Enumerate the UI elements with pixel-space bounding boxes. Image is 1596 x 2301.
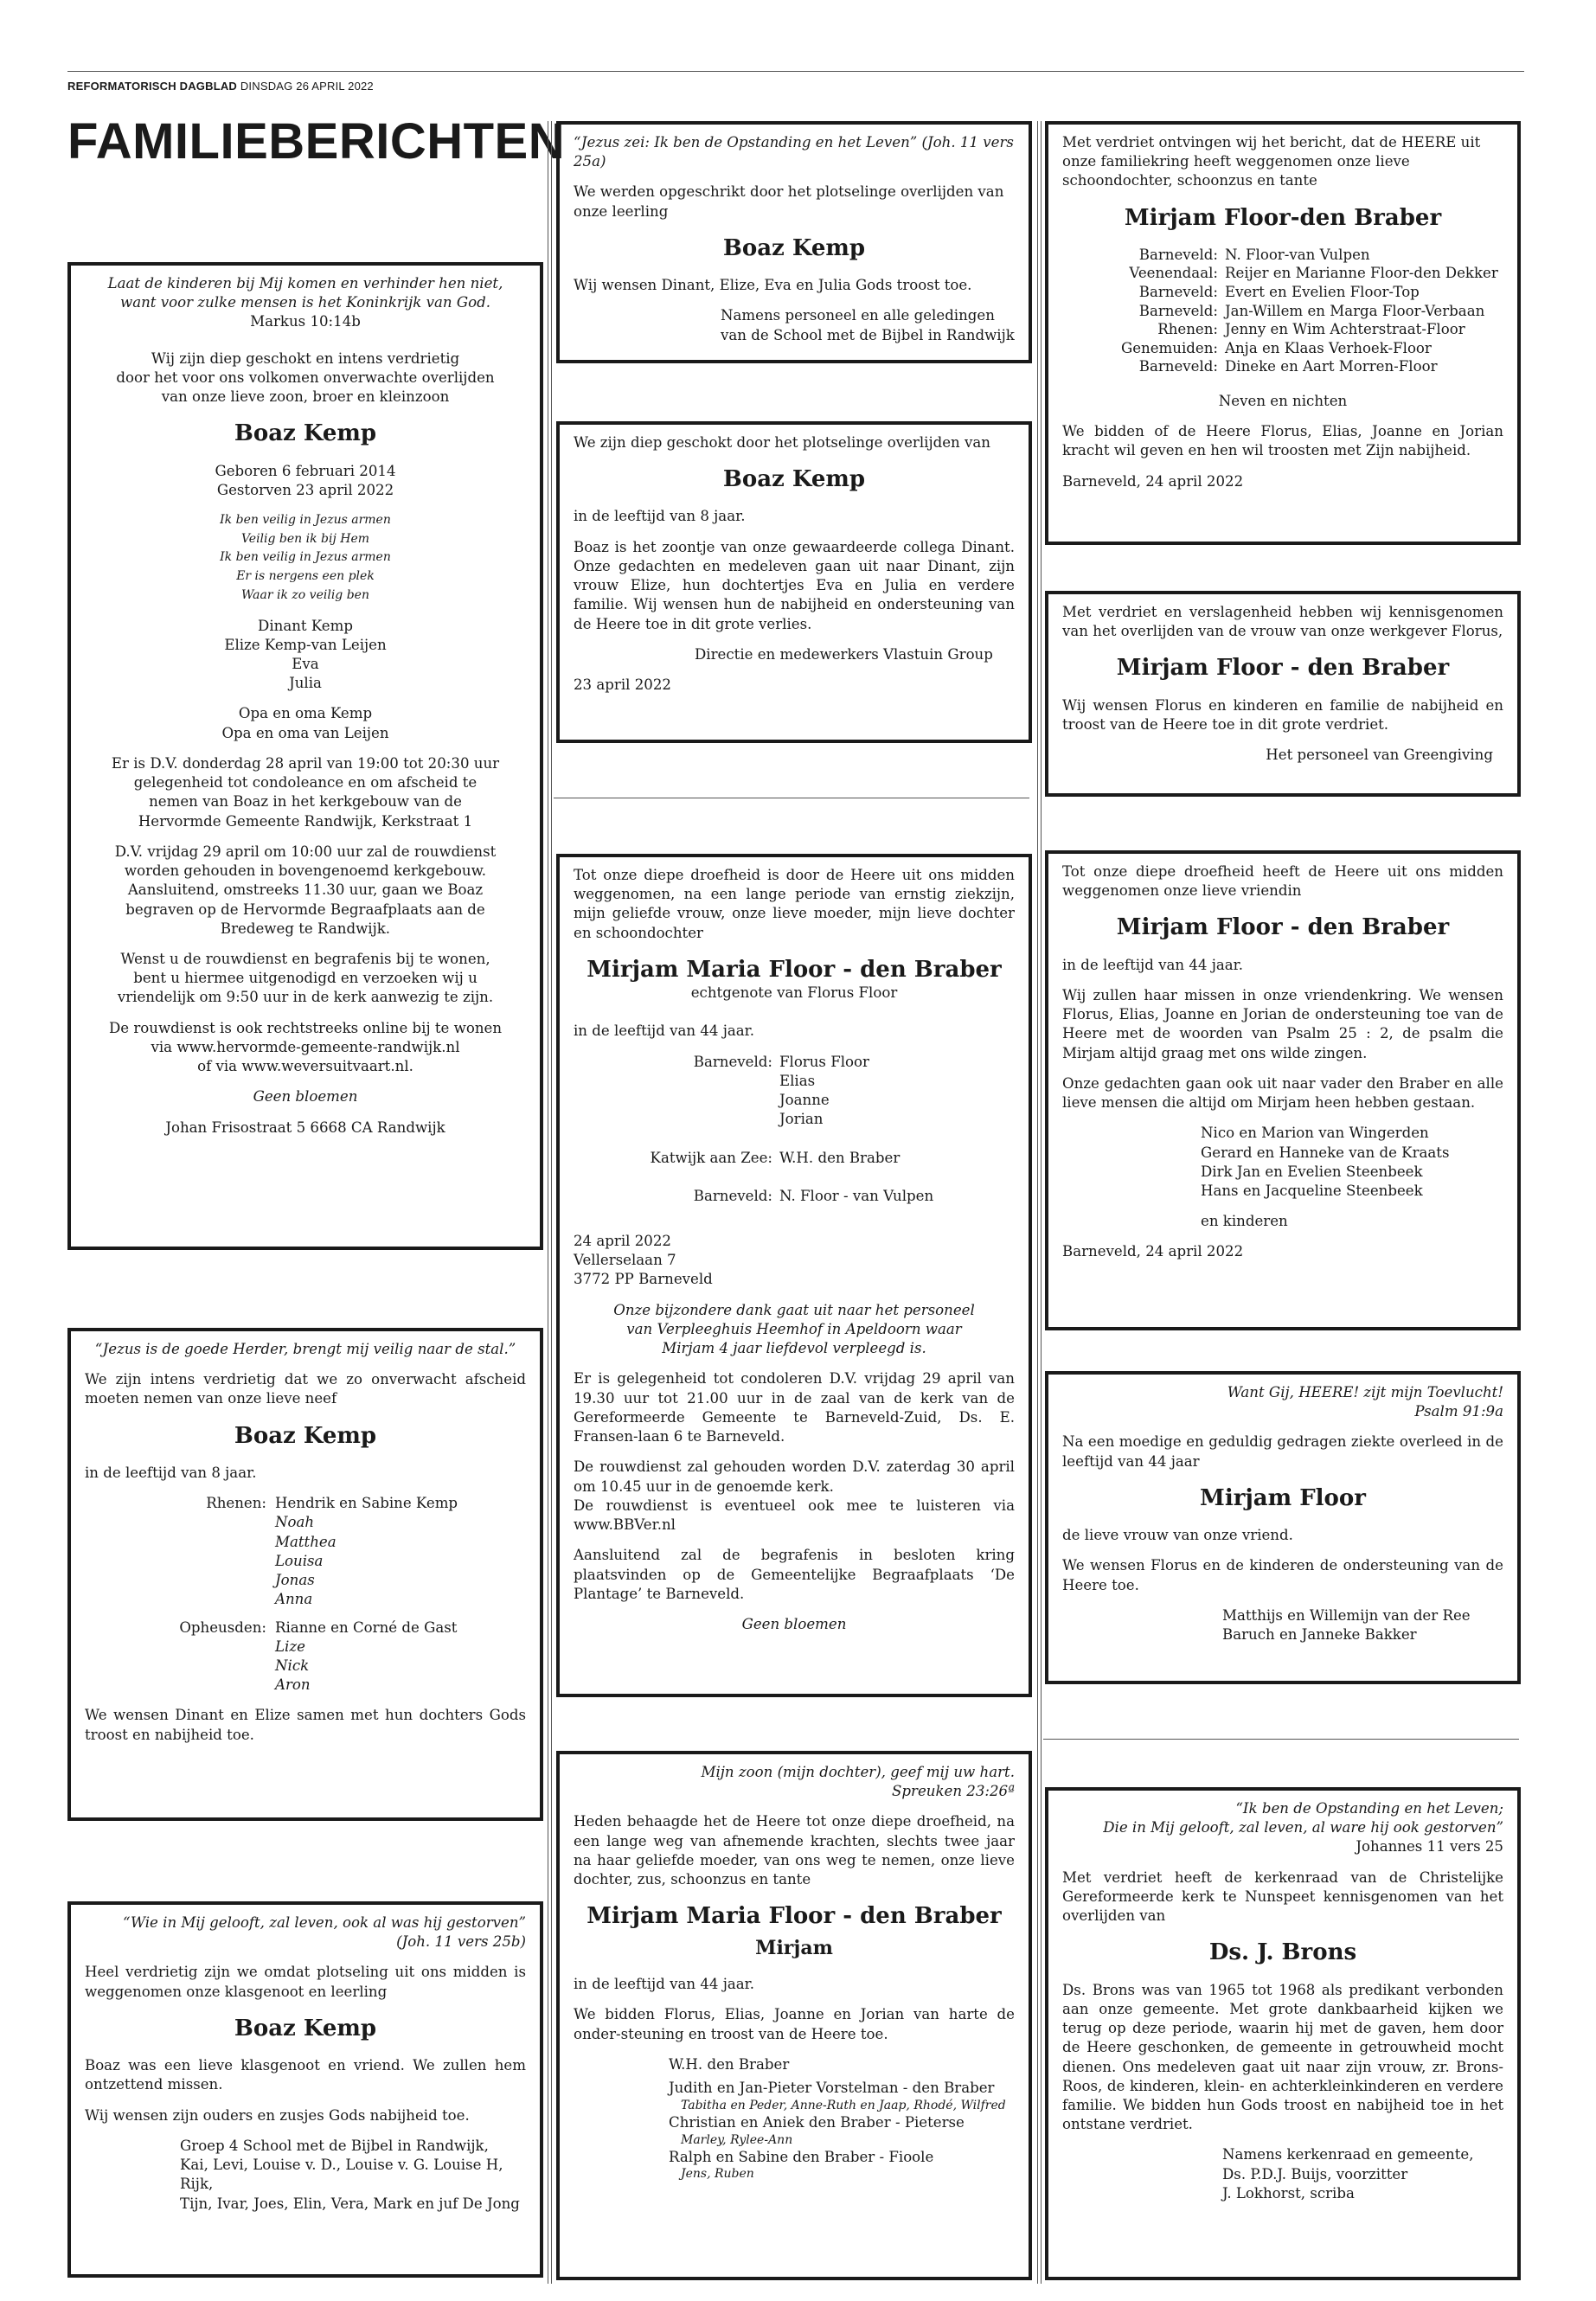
signature-line: Kai, Levi, Louise v. D., Louise v. G. Louise H, Rijk, (180, 2157, 503, 2193)
text: Wij wensen zijn ouders en zusjes Gods nabijheid toe. (85, 2106, 470, 2124)
notice-mirjam-father (556, 1751, 1032, 2280)
thanks-line: van Verpleeghuis Heemhof in Apeldoorn waar (626, 1320, 962, 1337)
service-line: worden gehouden in bovengenoemd kerkgebouw. (124, 862, 487, 880)
notice-boaz-work (556, 421, 1032, 743)
family-member: Ralph en Sabine den Braber - Fioole (669, 2148, 934, 2165)
issue-date: DINSDAG 26 APRIL 2022 (240, 80, 374, 93)
signature-line: J. Lokhorst, scriba (1222, 2184, 1355, 2202)
age: in de leeftijd van 44 jaar. (1062, 956, 1244, 973)
family-member: Reijer en Marianne Floor-den Dekker (1225, 265, 1498, 282)
verse: Want Gij, HEERE! zijt mijn Toevlucht! (1227, 1384, 1503, 1400)
notice-brons (1045, 1787, 1521, 2280)
text: Wij wensen Dinant, Elize, Eva en Julia Gods troost toe. (574, 277, 972, 294)
notice-boaz-class (67, 1901, 543, 2278)
condolence-line: nemen van Boaz in het kerkgebouw van de (149, 793, 462, 811)
address-line: Vellerselaan 7 (574, 1252, 676, 1269)
service-line: D.V. vrijdag 29 april om 10:00 uur zal de rouwdienst (114, 843, 497, 860)
column-rule (1041, 121, 1042, 2284)
invite-line: Wenst u de rouwdienst en begrafenis bij te wonen, (120, 951, 490, 968)
masthead (67, 80, 374, 93)
section-title: FAMILIEBERICHTEN (67, 113, 566, 170)
text: We bidden Florus, Elias, Joanne en Jorian van harte de onder-steuning en troost van de Heere toe. (574, 2006, 1015, 2042)
intro: Met verdriet en verslagenheid hebben wij kennisgenomen van het overlijden van de vrouw van onze werkgever Florus, (1062, 604, 1503, 640)
verse: “Wie in Mij gelooft, zal leven, ook al was hij gestorven” (123, 1914, 526, 1931)
service-line: begraven op de Hervormde Begraafplaats aan de (125, 901, 485, 918)
verse-ref: (Joh. 11 vers 25b) (396, 1933, 526, 1951)
family-member: Jonas (275, 1572, 315, 1589)
family-member: Christian en Aniek den Braber - Pieterse (669, 2114, 965, 2131)
family-member: Nick (275, 1657, 310, 1674)
deceased-name: Boaz Kemp (234, 2015, 377, 2041)
place: Rhenen: (206, 1495, 266, 1512)
family-list (574, 1053, 1015, 1206)
thanks-line: Onze bijzondere dank gaat uit naar het personeel (613, 1301, 975, 1318)
family-member: Judith en Jan-Pieter Vorstelman - den Braber (669, 2080, 995, 2097)
deceased-name: Boaz Kemp (234, 1422, 377, 1449)
friend: Hans en Jacqueline Steenbeek (1201, 1183, 1423, 1199)
notice-boaz-school (556, 121, 1032, 363)
burial: Aansluitend zal de begrafenis in besloten kring plaatsvinden op de Gemeentelijke Begraafplaats ‘De Plantage’ te Barneveld. (574, 1547, 1015, 1602)
paper-name: REFORMATORISCH DAGBLAD (67, 80, 238, 93)
notice-mirjam-friends2 (1045, 1371, 1521, 1684)
deceased-name: Mirjam Maria Floor - den Braber (586, 956, 1002, 983)
family-member: Aron (275, 1676, 311, 1694)
service: De rouwdienst zal gehouden worden D.V. zaterdag 30 april om 10.45 uur in de genoemde kerk. (574, 1458, 1015, 1495)
family-member: Joanne (779, 1092, 830, 1109)
age: in de leeftijd van 44 jaar. (574, 1976, 755, 1993)
family-list (1062, 246, 1503, 376)
online-line: of via www.weversuitvaart.nl. (197, 1058, 413, 1075)
poem-line: Ik ben veilig in Jezus armen (220, 513, 391, 528)
children: en kinderen (1201, 1213, 1288, 1230)
family-member: Jan-Willem en Marga Floor-Verbaan (1225, 302, 1485, 319)
intro: We werden opgeschrikt door het plotselinge overlijden van onze leerling (574, 183, 1004, 220)
address-line: 24 april 2022 (574, 1233, 671, 1249)
family-member: Rianne en Corné de Gast (275, 1618, 458, 1636)
family-member: N. Floor - van Vulpen (779, 1187, 934, 1204)
birth-date: Geboren 6 februari 2014 (215, 462, 396, 479)
date: Barneveld, 24 april 2022 (1062, 472, 1244, 490)
grandparents: Opa en oma van Leijen (221, 724, 389, 741)
signature-line: Baruch en Janneke Bakker (1222, 1626, 1417, 1644)
signature: Het personeel van Greengiving (1266, 747, 1493, 764)
deceased-name: Mirjam Floor - den Braber (1116, 655, 1450, 682)
service: De rouwdienst is eventueel ook mee te luisteren via www.BBVer.nl (574, 1497, 1015, 1534)
notice-mirjam-friends (1045, 850, 1521, 1330)
intro: Tot onze diepe droefheid heeft de Heere uit ons midden weggenomen onze lieve vriendin (1062, 863, 1503, 900)
grandchildren: Tabitha en Peder, Anne-Ruth en Jaap, Rhodé, Wilfred (681, 2098, 1006, 2112)
intro-line: Wij zijn diep geschokt en intens verdrietig (151, 349, 460, 367)
place: Barneveld: (693, 1053, 772, 1070)
intro: Met verdriet heeft de kerkenraad van de Christelijke Gereformeerde kerk te Nunspeet kennisgenomen van het overlijden van (1062, 1868, 1503, 1925)
family-member: Hendrik en Sabine Kemp (275, 1495, 458, 1512)
family-member: W.H. den Braber (669, 2055, 790, 2073)
family-member: Dinant Kemp (258, 617, 353, 634)
text: Ds. Brons was van 1965 tot 1968 als predikant verbonden aan onze gemeente. Met grote dankbaarheid kijken we terug op deze periode, waarin hij met de gaven, hem door de Heere geschonken, de gemeente in getrouwheid mocht dienen. Ons medeleven gaat uit naar zijn vrouw, zr. Brons-Roos, de kinderen, klein- en achterkleinkinderen en verdere familie. We bidden hun Gods troost en nabijheid toe in het ontstane verdriet. (1062, 1981, 1503, 2133)
date: 23 april 2022 (574, 676, 671, 694)
signature-line: van de School met de Bijbel in Randwijk (721, 326, 1015, 343)
online-line: De rouwdienst is ook rechtstreeks online bij te wonen (108, 1019, 503, 1036)
family-list (574, 2055, 1015, 2182)
online-line: via www.hervormde-gemeente-randwijk.nl (151, 1038, 460, 1055)
grandchildren: Jens, Ruben (681, 2167, 754, 2182)
invite-line: vriendelijk om 9:50 uur in de kerk aanwezig te zijn. (117, 989, 494, 1006)
nieces: Neven en nichten (1218, 392, 1348, 409)
text: Wij zullen haar missen in onze vriendenkring. We wensen Florus, Elias, Joanne en Jorian de ondersteuning toe van de Heere met de woorden van Psalm 25 : 2, de psalm die Mirjam altijd graag met ons wilde zingen. (1062, 986, 1503, 1061)
column-rule (1037, 121, 1038, 2284)
notice-mirjam-husband (556, 854, 1032, 1697)
death-date: Gestorven 23 april 2022 (216, 481, 394, 498)
condolence-line: gelegenheid tot condoleance en om afscheid te (133, 774, 478, 792)
deceased-name: Mirjam Floor-den Braber (1124, 204, 1442, 231)
place: Veenendaal: (1129, 265, 1218, 282)
notice-mirjam-inlaws (1045, 121, 1521, 545)
verse-ref: Markus 10:14b (250, 313, 361, 330)
deceased-name: Boaz Kemp (234, 420, 377, 447)
family-member: Lize (275, 1638, 305, 1655)
condolence-line: Hervormde Gemeente Randwijk, Kerkstraat 1 (138, 812, 473, 830)
family-member: N. Floor-van Vulpen (1225, 246, 1370, 263)
friend: Nico en Marion van Wingerden (1201, 1125, 1429, 1142)
family-member: Louisa (275, 1552, 324, 1569)
grandparents: Opa en oma Kemp (238, 705, 373, 722)
place: Katwijk aan Zee: (650, 1149, 772, 1166)
text: We wensen Florus en de kinderen de ondersteuning van de Heere toe. (1062, 1557, 1503, 1593)
signature: Directie en medewerkers Vlastuin Group (695, 645, 993, 663)
place: Genemuiden: (1120, 339, 1218, 356)
friend: Dirk Jan en Evelien Steenbeek (1201, 1163, 1423, 1180)
family-member: Dineke en Aart Morren-Floor (1225, 358, 1438, 375)
age: in de leeftijd van 8 jaar. (85, 1464, 257, 1481)
friend: Gerard en Hanneke van de Kraats (1201, 1144, 1450, 1161)
signature-line: Groep 4 School met de Bijbel in Randwijk, (180, 2137, 489, 2154)
place: Barneveld: (1138, 284, 1218, 301)
place: Barneveld: (1138, 302, 1218, 319)
verse-ref: Johannes 11 vers 25 (1356, 1838, 1503, 1856)
text: Onze gedachten gaan ook uit naar vader den Braber en alle lieve mensen die altijd om Mirjam heen hebben gestaan. (1062, 1074, 1503, 1112)
column-rule (551, 121, 552, 2284)
invite-line: bent u hiermee uitgenodigd en verzoeken wij u (133, 970, 478, 987)
notice-boaz-nephew (67, 1328, 543, 1821)
verse-line: Laat de kinderen bij Mij komen en verhinder hen niet, (107, 275, 503, 292)
notice-mirjam-employer (1045, 591, 1521, 797)
deceased-name: Mirjam Floor - den Braber (1116, 914, 1450, 941)
family-member: Anna (275, 1591, 313, 1608)
place: Barneveld: (1138, 246, 1218, 263)
family-list (85, 1494, 526, 1695)
intro: Heden behaagde het de Heere tot onze diepe droefheid, na een lange weg van afnemende krachten, slechts twee jaar na haar geliefde moeder, van ons weg te nemen, onze lieve dochter, zus, schoonzus en tante (574, 1813, 1015, 1888)
subtitle: de lieve vrouw van onze vriend. (1062, 1527, 1293, 1544)
verse: Mijn zoon (mijn dochter), geef mij uw hart. (701, 1764, 1015, 1780)
poem-line: Ik ben veilig in Jezus armen (220, 550, 391, 565)
deceased-name: Mirjam Maria Floor - den Braber (586, 1903, 1002, 1930)
verse: “Jezus zei: Ik ben de Opstanding en het Leven” (Joh. 11 vers 25a) (574, 134, 1014, 170)
top-rule (67, 71, 1524, 72)
condolence: Er is gelegenheid tot condoleren D.V. vrijdag 29 april van 19.30 uur tot 21.00 uur in de zaal van de kerk van de Gereformeerde Gemeente te Barneveld-Zuid, Ds. E. Fransen-laan 6 te Barneveld. (574, 1370, 1015, 1445)
family-member: Jenny en Wim Achterstraat-Floor (1225, 321, 1465, 338)
verse-ref: Spreuken 23:26ª (892, 1783, 1015, 1800)
place: Barneveld: (693, 1187, 772, 1204)
place: Barneveld: (1138, 358, 1218, 375)
signature-line: Namens kerkenraad en gemeente, (1222, 2146, 1474, 2163)
deceased-name: Boaz Kemp (722, 234, 866, 261)
address-line: 3772 PP Barneveld (574, 1271, 713, 1288)
closing: We wensen Dinant en Elize samen met hun dochters Gods troost en nabijheid toe. (85, 1707, 526, 1743)
text: We bidden of de Heere Florus, Elias, Joanne en Jorian kracht wil geven en hen wil troosten met Zijn nabijheid. (1062, 423, 1503, 459)
service-line: Bredeweg te Randwijk. (220, 920, 391, 937)
family-member: Florus Floor (779, 1053, 869, 1070)
text: Boaz was een lieve klasgenoot en vriend. We zullen hem ontzettend missen. (85, 2057, 526, 2093)
thanks-line: Mirjam 4 jaar liefdevol verpleegd is. (662, 1340, 926, 1357)
service-line: Aansluitend, omstreeks 11.30 uur, gaan we Boaz (127, 881, 484, 899)
intro-line: door het voor ons volkomen onverwachte overlijden (116, 369, 495, 386)
no-flowers: Geen bloemen (741, 1615, 847, 1632)
poem-line: Waar ik zo veilig ben (241, 587, 369, 602)
deceased-name: Boaz Kemp (722, 466, 866, 493)
date: Barneveld, 24 april 2022 (1062, 1243, 1244, 1260)
family-member: Evert en Evelien Floor-Top (1225, 284, 1420, 301)
text: Wij wensen Florus en kinderen en familie de nabijheid en troost van de Heere toe in dit grote verdriet. (1062, 696, 1503, 733)
intro: Heel verdrietig zijn we omdat plotseling uit ons midden is weggenomen onze klasgenoot en leerling (85, 1964, 526, 2000)
notice-boaz-family (67, 262, 543, 1250)
intro: We zijn diep geschokt door het plotselinge overlijden van (574, 434, 990, 451)
verse: “Jezus is de goede Herder, brengt mij veilig naar de stal.” (94, 1341, 516, 1357)
family-member: Matthea (275, 1533, 337, 1550)
verse-line: “Ik ben de Opstanding en het Leven; (1235, 1800, 1503, 1817)
intro: Tot onze diepe droefheid is door de Heere uit ons midden weggenomen, na een lange periode van ernstig ziekzijn, mijn geliefde vrouw, onze lieve moeder, mijn lieve dochter en schoondochter (574, 867, 1015, 941)
text: Boaz is het zoontje van onze gewaardeerde collega Dinant. Onze gedachten en medeleven gaan uit naar Dinant, zijn vrouw Elize, hun dochtertjes Eva en Julia en verdere familie. Wij wensen hun de nabijheid en ondersteuning van de Heere toe in dit grote verlies. (574, 538, 1015, 632)
place: Rhenen: (1157, 321, 1218, 338)
intro-line: van onze lieve zoon, broer en kleinzoon (161, 388, 450, 406)
address: Johan Frisostraat 5 6668 CA Randwijk (165, 1118, 445, 1136)
signature-line: Tijn, Ivar, Joes, Elin, Vera, Mark en juf De Jong (180, 2195, 520, 2212)
grandchildren: Marley, Rylee-Ann (681, 2132, 793, 2147)
poem-line: Er is nergens een plek (236, 569, 375, 584)
age: in de leeftijd van 44 jaar. (574, 1022, 755, 1040)
family-member: Eva (292, 655, 319, 672)
intro: Na een moedige en geduldig gedragen ziekte overleed in de leeftijd van 44 jaar (1062, 1433, 1503, 1470)
family-member: Elize Kemp-van Leijen (224, 636, 387, 653)
family-member: Jorian (779, 1111, 824, 1128)
poem-line: Veilig ben ik bij Hem (240, 531, 370, 546)
deceased-name: Mirjam Floor (1200, 1484, 1366, 1511)
family-member: Noah (275, 1514, 315, 1531)
verse-ref: Psalm 91:9a (1414, 1403, 1503, 1420)
signature-line: Matthijs en Willemijn van der Ree (1222, 1606, 1471, 1624)
verse-line: want voor zulke mensen is het Koninkrijk van God. (119, 294, 491, 311)
place: Opheusden: (179, 1618, 266, 1636)
no-flowers: Geen bloemen (253, 1088, 358, 1106)
row-rule (1043, 1739, 1519, 1740)
signature-line: Namens personeel en alle geledingen (721, 307, 995, 324)
family-member: W.H. den Braber (779, 1149, 901, 1166)
deceased-firstname: Mirjam (755, 1936, 833, 1959)
deceased-name: Ds. J. Brons (1208, 1939, 1357, 1966)
signature-line: Ds. P.D.J. Buijs, voorzitter (1222, 2165, 1408, 2182)
intro: We zijn intens verdrietig dat we zo onverwacht afscheid moeten nemen van onze lieve neef (85, 1371, 526, 1407)
subtitle: echtgenote van Florus Floor (690, 984, 898, 1002)
family-member: Julia (289, 675, 322, 692)
condolence-line: Er is D.V. donderdag 28 april van 19:00 tot 20:30 uur (111, 754, 500, 772)
family-member: Anja en Klaas Verhoek-Floor (1225, 339, 1432, 356)
age: in de leeftijd van 8 jaar. (574, 508, 746, 525)
family-member: Elias (779, 1072, 816, 1089)
verse-line: Die in Mij gelooft, zal leven, al ware hij ook gestorven” (1103, 1819, 1503, 1836)
intro: Met verdriet ontvingen wij het bericht, dat de HEERE uit onze familiekring heeft weggenomen onze lieve schoondochter, schoonzus en tante (1062, 134, 1481, 189)
